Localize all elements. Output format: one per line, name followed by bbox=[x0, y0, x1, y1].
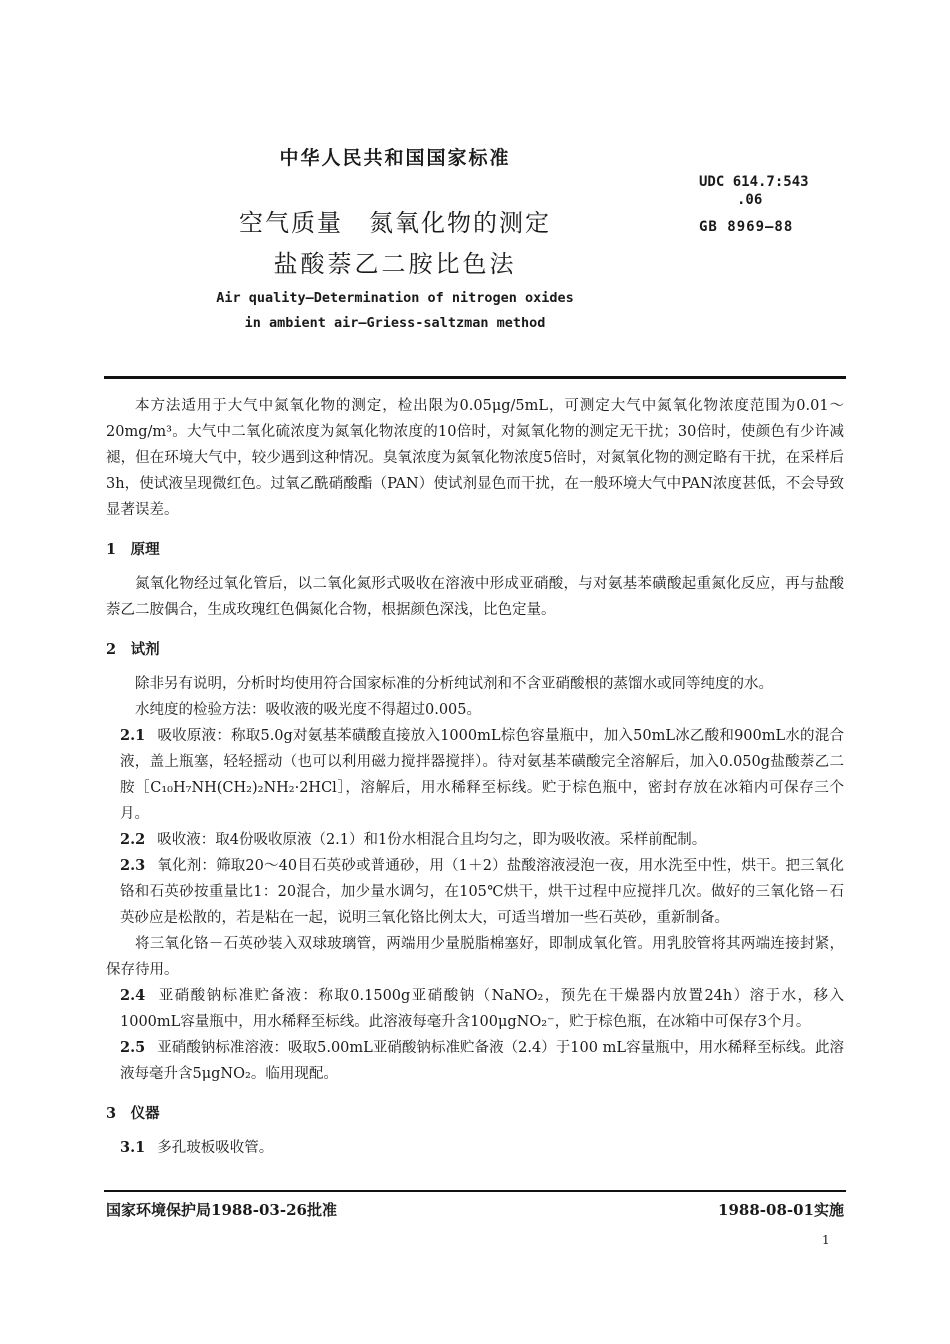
clause-2-3-text: 氧化剂：筛取20～40目石英砂或普通砂，用（1＋2）盐酸溶液浸泡一夜，用水洗至中性，烘干。把三氧化铬和石英砂按重量比1：20混合，加少量水调匀，在105℃烘干，烘干过程中应搅拌几次。做好的三氧化铬－石英砂应是松散的，若是粘在一起，说明三氧化铬比例太大，可适当增加一些石英砂，重新制备。 bbox=[120, 858, 844, 926]
document-body bbox=[106, 393, 844, 1161]
clause-2-4-text: 亚硝酸钠标准贮备液：称取0.1500g亚硝酸钠（NaNO₂，预先在干燥器内放置24h）溶于水，移入1000mL容量瓶中，用水稀释至标线。此溶液每毫升含100μgNO₂⁻，贮于棕色瓶，在冰箱中可保存3个月。 bbox=[120, 988, 844, 1030]
approval-date: 国家环境保护局1988-03-26批准 bbox=[106, 1201, 337, 1219]
clause-2-2-number: 2.2 bbox=[120, 831, 146, 848]
title-en-line-1: Air quality—Determination of nitrogen oxides bbox=[216, 290, 574, 306]
clause-2-5-number: 2.5 bbox=[120, 1039, 146, 1056]
section-1-heading: 1 原理 bbox=[106, 541, 160, 558]
section-2-text-1: 除非另有说明，分析时均使用符合国家标准的分析纯试剂和不含亚硝酸根的蒸馏水或同等纯度的水。 bbox=[135, 676, 773, 692]
clause-3-1-number: 3.1 bbox=[120, 1139, 146, 1156]
udc-line-2: .06 bbox=[737, 192, 763, 208]
clause-2-5 bbox=[106, 1035, 844, 1087]
gb-number: GB 8969—88 bbox=[699, 219, 794, 235]
clause-2-2 bbox=[106, 827, 844, 853]
udc-line-1: UDC 614.7:543 bbox=[699, 174, 809, 190]
title-cn-line-2: 盐酸萘乙二胺比色法 bbox=[273, 250, 517, 278]
intro-paragraph: 本方法适用于大气中氮氧化物的测定，检出限为0.05μg/5mL，可测定大气中氮氧化物浓度范围为0.01～20mg/m³。大气中二氧化硫浓度为氮氧化物浓度的10倍时，对氮氧化物的测定无干扰；30倍时，使颜色有少许减褪，但在环境大气中，较少遇到这种情况。臭氧浓度为氮氧化物浓度5倍时，对氮氧化物的测定略有干扰，在采样后3h，使试液呈现微红色。过氧乙酰硝酸酯（PAN）使试剂显色而干扰，在一般环境大气中PAN浓度甚低，不会导致显著误差。 bbox=[106, 398, 844, 518]
clause-2-2-text: 吸收液：取4份吸收原液（2.1）和1份水相混合且均匀之，即为吸收液。采样前配制。 bbox=[157, 832, 707, 848]
national-standard-label: 中华人民共和国国家标准 bbox=[279, 147, 511, 169]
clause-2-4-number: 2.4 bbox=[120, 987, 146, 1004]
clause-2-3 bbox=[106, 853, 844, 931]
clause-2-1-number: 2.1 bbox=[120, 727, 146, 744]
section-3-heading: 3 仪器 bbox=[106, 1105, 160, 1122]
clause-2-1 bbox=[106, 723, 844, 827]
header-divider bbox=[104, 376, 846, 379]
effective-date: 1988-08-01实施 bbox=[718, 1201, 844, 1219]
section-2-text-2: 水纯度的检验方法：吸收液的吸光度不得超过0.005。 bbox=[135, 702, 482, 718]
clause-3-1 bbox=[106, 1135, 844, 1161]
page-number: 1 bbox=[822, 1233, 830, 1247]
footer-divider bbox=[104, 1190, 846, 1192]
title-cn-line-1: 空气质量 氮氧化物的测定 bbox=[239, 209, 551, 237]
section-2-heading: 2 试剂 bbox=[106, 641, 160, 658]
clause-2-4 bbox=[106, 983, 844, 1035]
clause-2-3-number: 2.3 bbox=[120, 857, 146, 874]
clause-3-1-text: 多孔玻板吸收管。 bbox=[157, 1140, 274, 1156]
clause-2-1-text: 吸收原液：称取5.0g对氨基苯磺酸直接放入1000mL棕色容量瓶中，加入50mL冰乙酸和900mL水的混合液，盖上瓶塞，轻轻摇动（也可以利用磁力搅拌器搅拌）。待对氨基苯磺酸完全溶解后，加入0.050g盐酸萘乙二胺［C₁₀H₇NH(CH₂)₂NH₂·2HCl］，溶解后，用水稀释至标线。贮于棕色瓶中，密封存放在冰箱内可保存三个月。 bbox=[120, 728, 844, 822]
section-1-text: 氮氧化物经过氧化管后，以二氧化氮形式吸收在溶液中形成亚硝酸，与对氨基苯磺酸起重氮化反应，再与盐酸萘乙二胺偶合，生成玫瑰红色偶氮化合物，根据颜色深浅，比色定量。 bbox=[106, 576, 844, 618]
title-en-line-2: in ambient air—Griess-saltzman method bbox=[244, 315, 546, 331]
clause-2-5-text: 亚硝酸钠标准溶液：吸取5.00mL亚硝酸钠标准贮备液（2.4）于100 mL容量瓶中，用水稀释至标线。此溶液每毫升含5μgNO₂。临用现配。 bbox=[120, 1040, 844, 1082]
clause-2-3-text-2: 将三氧化铬－石英砂装入双球玻璃管，两端用少量脱脂棉塞好，即制成氧化管。用乳胶管将其两端连接封紧，保存待用。 bbox=[106, 936, 844, 978]
